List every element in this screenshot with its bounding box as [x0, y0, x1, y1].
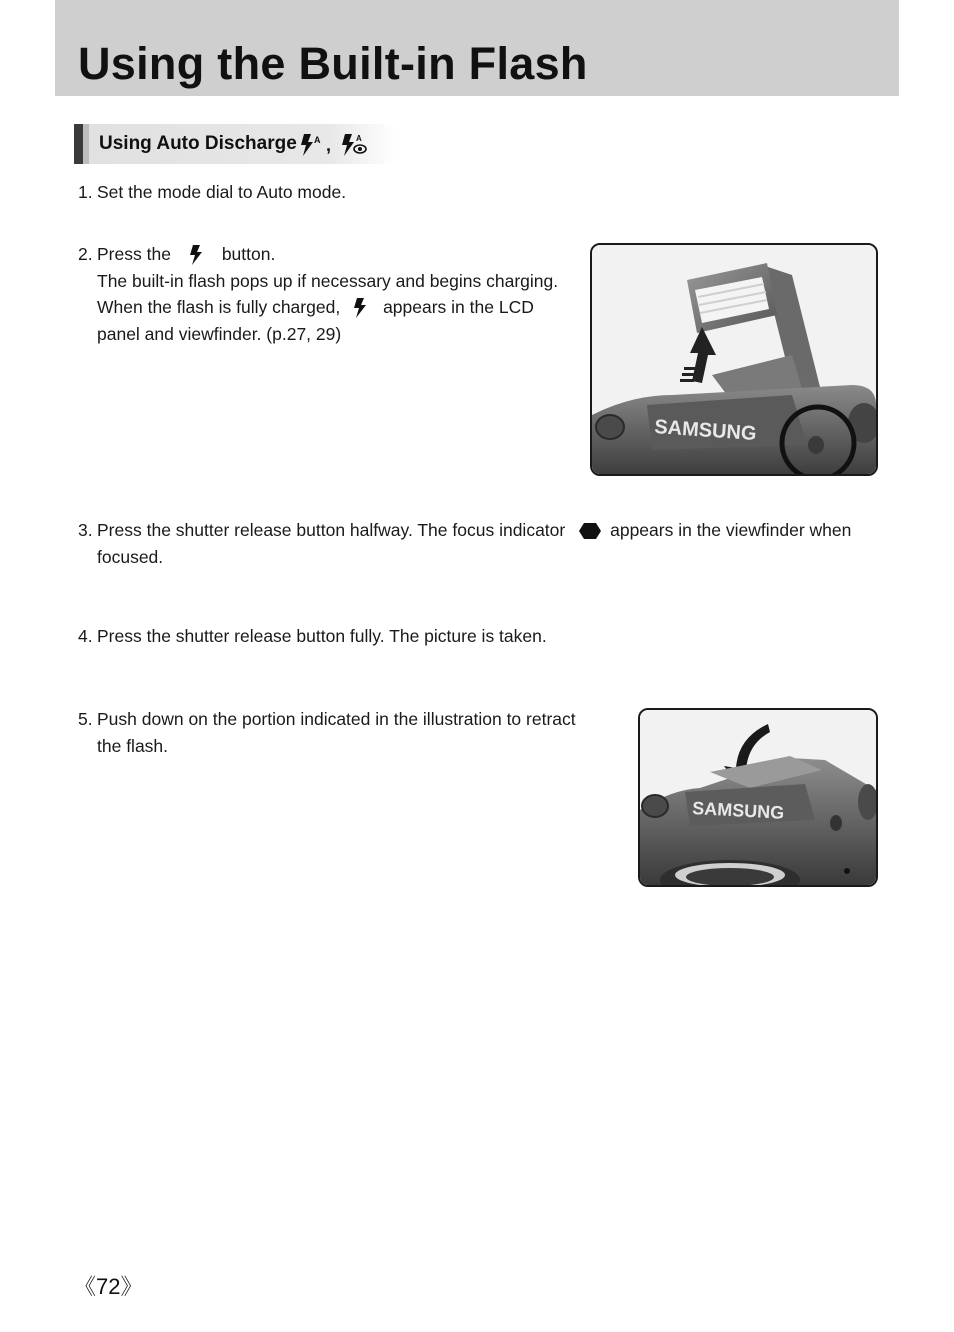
- step-2: [78, 241, 558, 347]
- samsung-logo: SAMSUNG: [653, 416, 758, 446]
- step-5: [78, 706, 576, 759]
- step-number: 3.: [78, 520, 93, 540]
- section-icons: [296, 130, 371, 160]
- flash-redeye-letter: A: [356, 134, 362, 143]
- step-3: [78, 517, 851, 570]
- step-text: panel and viewfinder. (p.27, 29): [97, 323, 342, 344]
- page-number: 《72》: [74, 1274, 143, 1299]
- section-accent-light: [83, 124, 89, 164]
- focus-indicator-icon: [578, 521, 602, 541]
- section-icon-separator: ,: [326, 134, 332, 155]
- step-text: Press the shutter release button fully. The picture is taken.: [97, 626, 547, 646]
- flash-auto-redeye-icon: [339, 132, 371, 158]
- step-text: The built-in flash pops up if necessary and begins charging.: [97, 270, 559, 291]
- section-title: Using Auto Discharge: [99, 133, 297, 154]
- flash-auto-letter: A: [314, 135, 321, 145]
- section-accent: [74, 124, 83, 164]
- step-1: [78, 179, 346, 206]
- step-text: Set the mode dial to Auto mode.: [97, 182, 347, 202]
- step-number: 1.: [78, 182, 93, 202]
- step-text: Press the shutter release button halfway. The focus indicator: [97, 520, 566, 540]
- step-text: Push down on the portion indicated in the illustration to retract: [97, 709, 576, 729]
- flash-retract-illustration: [638, 708, 878, 887]
- samsung-logo: SAMSUNG: [691, 798, 785, 823]
- step-4: [78, 623, 547, 650]
- camera-flash-up-drawing: [592, 245, 876, 474]
- step-text: focused.: [97, 546, 164, 567]
- step-text: Press the: [97, 244, 171, 264]
- step-text: button.: [221, 244, 276, 264]
- page-title: Using the Built-in Flash: [78, 38, 588, 89]
- camera-flash-down-drawing: [640, 710, 876, 885]
- step-number: 5.: [78, 709, 93, 729]
- step-text: appears in the viewfinder when: [610, 520, 852, 540]
- flash-button-icon: [186, 244, 210, 266]
- step-text: appears in the LCD: [383, 297, 534, 317]
- flash-popup-illustration: [590, 243, 878, 476]
- flash-ready-icon: [351, 297, 373, 319]
- flash-auto-icon: [296, 132, 322, 158]
- step-text: When the flash is fully charged,: [97, 297, 341, 317]
- section-heading: [74, 124, 396, 164]
- step-number: 4.: [78, 626, 93, 646]
- step-number: 2.: [78, 244, 93, 264]
- step-text: the flash.: [97, 735, 169, 756]
